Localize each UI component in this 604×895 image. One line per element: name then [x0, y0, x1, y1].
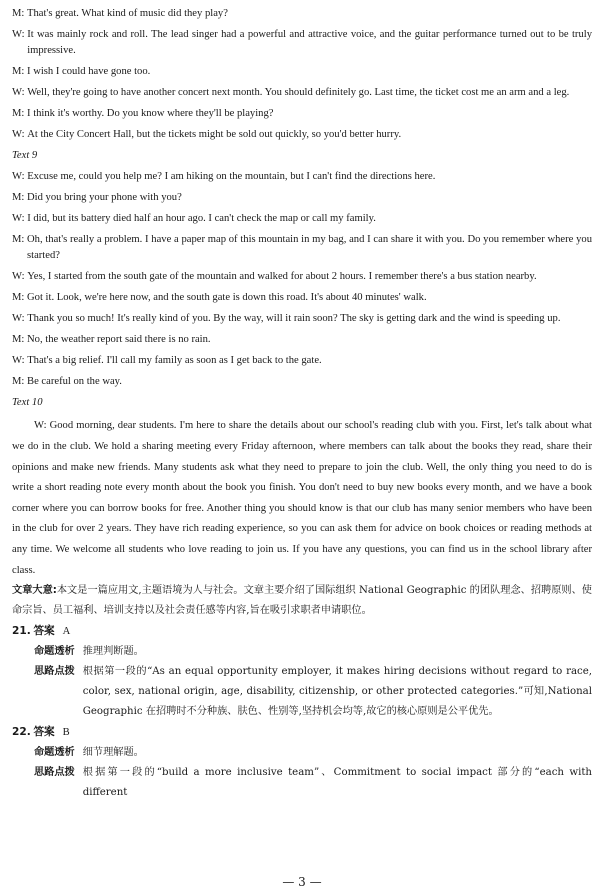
text10-monologue-text: W: Good morning, dear students. I'm here to share the details about our school's reading club with you. First, let's talk about what we do in the club. We hold a sharing meeting every Friday afternoon, where members can talk about the books they read, share their opinions and make new friends. Many students ask what they need to prepare to join the club. Well, the only thing you need to do is write a short reading note every month about the book you finish. You don't need to buy new books every month, and we have a book corner where you can borrow books for free. Another thing you should know is that our club has many senior members who have been in the club for over 2 years. They have rich reading experience, so you can ask them for advice on book choices or reading methods at any time. We welcome all students who love reading to join us. If you have any questions, you can find us in the school library after class. [12, 420, 592, 576]
speaker-label: M: [12, 234, 28, 246]
dialog-line [12, 64, 592, 80]
dialog-line [12, 353, 592, 369]
q21-hint-line [12, 662, 592, 722]
article-summary [12, 581, 592, 621]
dialog-line [12, 6, 592, 22]
q22-type-label: 命题透析 [34, 747, 75, 759]
dialog-text: No, the weather report said there is no rain. [27, 334, 211, 346]
dialog-line [12, 232, 592, 264]
q21-hint-label: 思路点拨 [34, 666, 75, 678]
dialog-line [12, 190, 592, 206]
dialog-line [12, 290, 592, 306]
speaker-label: W: [12, 129, 28, 141]
dialog-line [12, 269, 592, 285]
q21-answer-line [12, 621, 592, 642]
dialog-text: Thank you so much! It's really kind of you. By the way, will it rain soon? The sky is getting dark and the wind is speeding up. [27, 313, 561, 325]
speaker-label: W: [12, 271, 28, 283]
summary-text: 本文是一篇应用文,主题语境为人与社会。文章主要介绍了国际组织 National Geographic 的团队理念、招聘原则、使命宗旨、员工福利、培训支持以及社会责任感等内容,旨在吸引求职者申请职位。 [12, 585, 592, 617]
dialog-text8-continued [12, 6, 592, 143]
q22-answer: B [62, 727, 70, 739]
q21-type-line [12, 642, 592, 662]
speaker-label: W: [12, 213, 28, 225]
summary-label: 文章大意: [12, 585, 57, 597]
speaker-label: W: [12, 171, 28, 183]
question-21 [12, 621, 592, 722]
q22-hint: 根据第一段的“build a more inclusive team”、Commitment to social impact 部分的“each with different [82, 767, 592, 799]
speaker-label: M: [12, 108, 28, 120]
text9-heading: Text 9 [12, 150, 38, 162]
speaker-label: W: [12, 355, 28, 367]
dialog-text: Be careful on the way. [27, 376, 122, 388]
q22-type: 细节理解题。 [82, 747, 144, 759]
dialog-line [12, 374, 592, 390]
q21-type-label: 命题透析 [34, 646, 75, 658]
dialog-text: Well, they're going to have another concert next month. You should definitely go. Last time, the ticket cost me an arm and a leg. [27, 87, 570, 99]
q21-hint: 根据第一段的“As an equal opportunity employer, it makes hiring decisions without regard to race, color, sex, national origin, age, disability, citizenship, or other protected categories.”可知,National Geographic 在招聘时不分种族、肤色、性别等,坚持机会均等,故它的核心原则是公平优先。 [82, 666, 592, 718]
q22-hint-line [12, 763, 592, 803]
q22-answer-line [12, 722, 592, 743]
dialog-text: That's a big relief. I'll call my family as soon as I get back to the gate. [27, 355, 322, 367]
dialog-text: I did, but its battery died half an hour ago. I can't check the map or call my family. [27, 213, 376, 225]
dialog-text: It was mainly rock and roll. The lead singer had a powerful and attractive voice, and the guitar performance turned out to be truly impressive. [27, 29, 592, 57]
text10-monologue [12, 416, 592, 581]
dialog-text: That's great. What kind of music did they play? [27, 8, 228, 19]
dialog-text: I think it's worthy. Do you know where they'll be playing? [27, 108, 274, 120]
speaker-label: W: [12, 29, 28, 40]
speaker-label: M: [12, 292, 28, 304]
speaker-label: W: [12, 87, 28, 99]
dialog-line [12, 85, 592, 101]
speaker-label: M: [12, 376, 28, 388]
speaker-label: M: [12, 334, 28, 346]
q21-answer: A [62, 626, 71, 638]
text10-heading: Text 10 [12, 397, 43, 409]
q22-number: 22. [12, 726, 31, 739]
dialog-line [12, 169, 592, 185]
dialog-text: I wish I could have gone too. [27, 66, 151, 78]
dialog-text: Did you bring your phone with you? [27, 192, 182, 204]
dialog-text: Yes, I started from the south gate of the mountain and walked for about 2 hours. I remember there's a bus station nearby. [27, 271, 537, 283]
question-22 [12, 722, 592, 803]
dialog-text: Got it. Look, we're here now, and the south gate is down this road. It's about 40 minutes' walk. [27, 292, 427, 304]
q22-hint-label: 思路点拨 [34, 767, 75, 779]
dialog-line [12, 106, 592, 122]
q21-answer-label: 答案 [33, 625, 55, 638]
dialog-line [12, 311, 592, 327]
speaker-label: M: [12, 192, 28, 204]
page-number: — 3 — [282, 875, 322, 889]
dialog-line [12, 27, 592, 59]
dialog-text9 [12, 169, 592, 390]
dialog-line [12, 211, 592, 227]
dialog-text: Excuse me, could you help me? I am hiking on the mountain, but I can't find the directions here. [27, 171, 436, 183]
q21-type: 推理判断题。 [82, 646, 144, 658]
q22-type-line [12, 743, 592, 763]
speaker-label: M: [12, 8, 28, 19]
q21-number: 21. [12, 625, 31, 638]
dialog-line [12, 332, 592, 348]
dialog-text: At the City Concert Hall, but the tickets might be sold out quickly, so you'd better hurry. [27, 129, 402, 141]
q22-answer-label: 答案 [33, 726, 55, 739]
speaker-label: W: [12, 313, 28, 325]
speaker-label: M: [12, 66, 28, 78]
dialog-text: Oh, that's really a problem. I have a paper map of this mountain in my bag, and I can share it with you. Do you remember where you started? [27, 234, 592, 262]
dialog-line [12, 127, 592, 143]
